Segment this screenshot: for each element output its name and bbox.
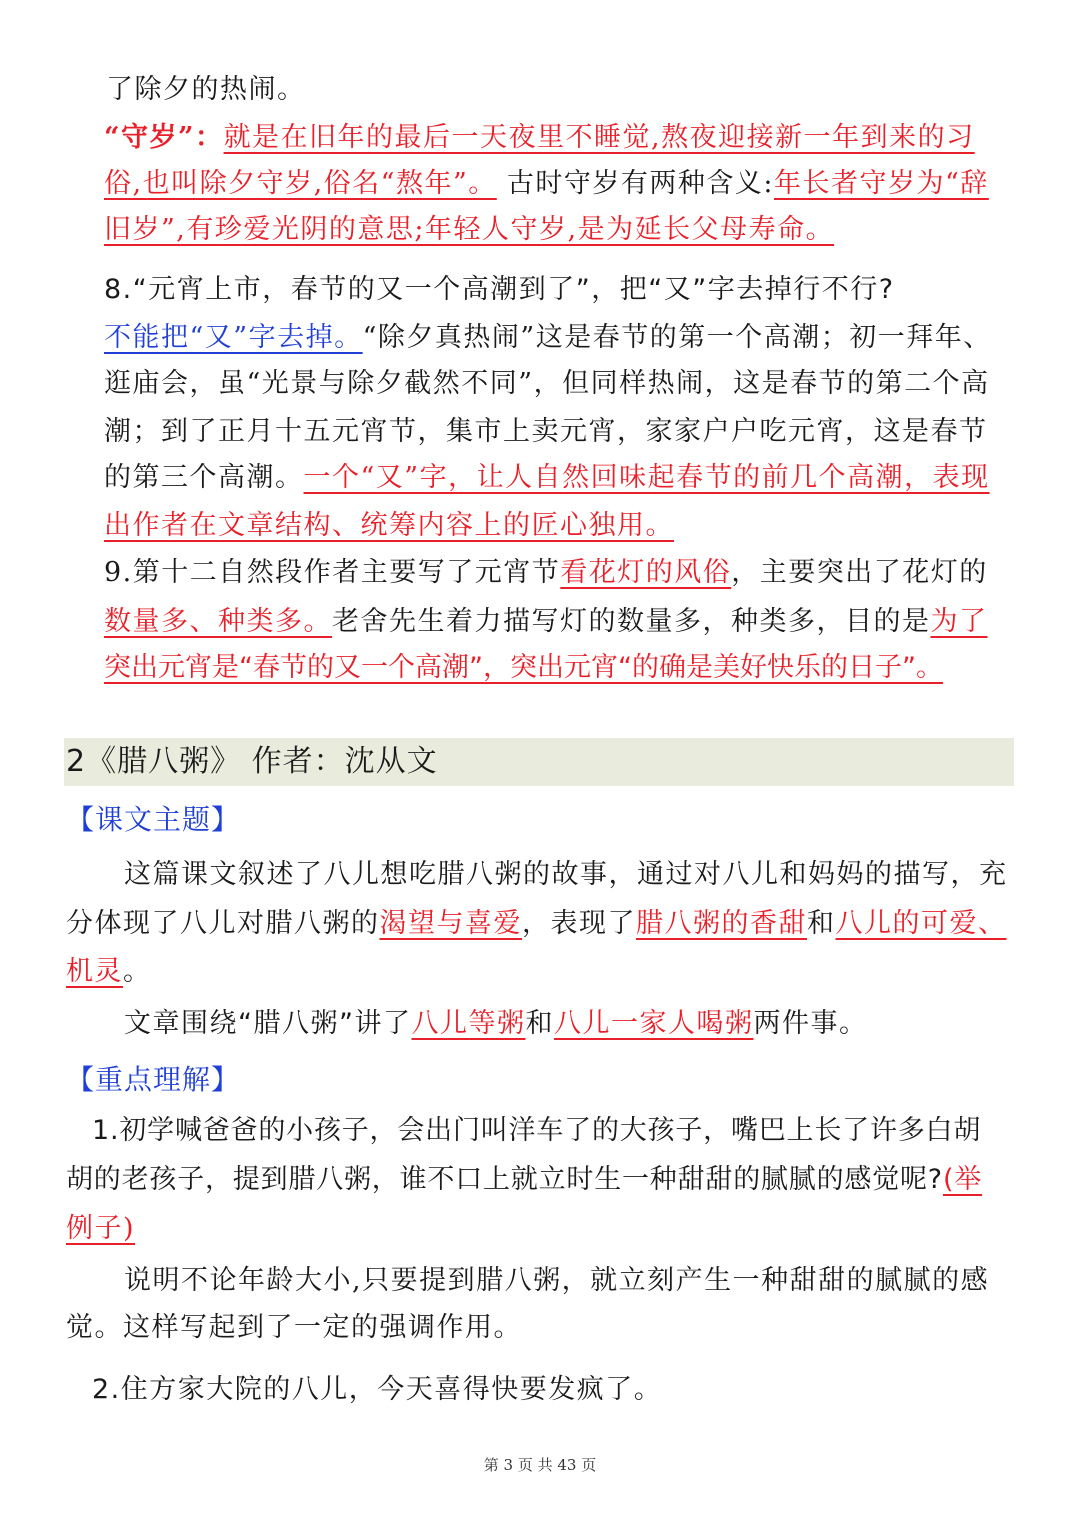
- key-point-2: [92, 1370, 662, 1410]
- red-underlined-text: 就是在旧年的最后一天夜里不睡觉,熬夜迎接新一年到来的习: [223, 122, 975, 153]
- term-label: “守岁”：: [104, 122, 224, 153]
- text: 1.初学喊爸爸的小孩子，会出门叫洋车了的大孩子，嘴巴上长了许多白胡: [92, 1115, 982, 1146]
- text: 分体现了八儿对腊八粥的: [66, 908, 380, 939]
- text: 胡的老孩子，提到腊八粥，谁不口上就立时生一种甜甜的腻腻的感觉呢?: [66, 1164, 943, 1195]
- text-line: [104, 210, 834, 250]
- red-underlined-text: (举: [942, 1164, 983, 1195]
- red-underlined-text: 俗,也叫除夕守岁,俗名“熬年”。: [104, 168, 497, 199]
- text: 古时守岁有两种含义:: [506, 168, 774, 199]
- text: 觉。这样写起到了一定的强调作用。: [66, 1312, 522, 1343]
- text-line: [106, 70, 306, 110]
- red-underlined-text: 一个“又”字，让人自然回味起春节的前几个高潮，表现: [303, 462, 990, 493]
- red-underlined-text: 八儿的可爱、: [835, 908, 1007, 939]
- text: 9.第十二自然段作者主要写了元宵节: [104, 557, 561, 588]
- text: 的第三个高潮。: [104, 462, 304, 493]
- text-line: [104, 648, 943, 688]
- red-underlined-text: 渴望与喜爱: [379, 908, 522, 939]
- text: 和: [525, 1008, 554, 1039]
- key-point-1: [92, 1111, 981, 1151]
- text: “除夕真热闹”这是春节的第一个高潮；初一拜年、: [362, 322, 992, 353]
- text-line: [124, 1261, 989, 1301]
- red-underlined-text: 机灵: [66, 956, 123, 987]
- red-underlined-text: 突出元宵是“春节的又一个高潮”，突出元宵“的确是美好快乐的日子”。: [104, 652, 943, 683]
- text-line: [104, 164, 989, 204]
- text-line: [66, 904, 1007, 944]
- text: 文章围绕“腊八粥”讲了: [124, 1008, 412, 1039]
- text: 8.“元宵上市，春节的又一个高潮到了”，把“又”字去掉行不行?: [104, 274, 895, 305]
- text-line: [66, 1160, 982, 1200]
- text: ，主要突出了花灯的: [731, 557, 988, 588]
- question-9: [104, 553, 988, 593]
- text-line: [124, 855, 1008, 895]
- red-underlined-text: 例子): [66, 1213, 136, 1244]
- text-line: [124, 1004, 867, 1044]
- text: 两件事。: [753, 1008, 868, 1039]
- text: 逛庙会，虽“光景与除夕截然不同”，但同样热闹，这是春节的第二个高: [104, 368, 990, 399]
- text: 说明不论年龄大小,只要提到腊八粥，就立刻产生一种甜甜的腻腻的感: [124, 1265, 990, 1296]
- text: 老舍先生着力描写灯的数量多，种类多，目的是: [332, 606, 931, 637]
- red-underlined-text: 年长者守岁为“辞: [773, 168, 989, 199]
- text-line: [66, 1308, 522, 1348]
- section-title: 2《腊八粥》 作者：沈从文: [66, 744, 438, 779]
- text-line: [104, 364, 990, 404]
- text-line: [104, 318, 992, 358]
- red-underlined-text: 八儿一家人喝粥: [553, 1008, 754, 1039]
- text: 2.住方家大院的八儿，今天喜得快要发疯了。: [92, 1374, 663, 1405]
- red-underlined-text: 看花灯的风俗: [560, 557, 732, 588]
- text: 和: [807, 908, 836, 939]
- text-line: [66, 952, 152, 992]
- red-underlined-text: 为了: [930, 606, 988, 637]
- text-line: [104, 118, 975, 158]
- question-8: [104, 270, 895, 310]
- blue-underlined-text: 不能把“又”字去掉。: [104, 322, 363, 353]
- text: 。: [123, 956, 152, 987]
- text: 了除夕的热闹。: [106, 74, 306, 105]
- text: 潮；到了正月十五元宵节，集市上卖元宵，家家户户吃元宵，这是春节: [104, 416, 988, 447]
- red-underlined-text: 旧岁”,有珍爱光阴的意思;年轻人守岁,是为延长父母寿命。: [104, 214, 835, 245]
- text-line: [104, 458, 990, 498]
- page-footer: 第 3 页 共 43 页: [483, 1456, 597, 1474]
- red-underlined-text: 腊八粥的香甜: [636, 908, 807, 939]
- text-line: [104, 602, 988, 642]
- red-underlined-text: 数量多、种类多。: [104, 606, 332, 637]
- red-underlined-text: 出作者在文章结构、统筹内容上的匠心独用。: [104, 510, 674, 541]
- key-points-label: 【重点理解】: [66, 1063, 241, 1096]
- text: ，表现了: [522, 908, 636, 939]
- text-line: [104, 412, 988, 452]
- text: 这篇课文叙述了八儿想吃腊八粥的故事，通过对八儿和妈妈的描写，充: [124, 859, 1008, 890]
- text-line: [104, 506, 674, 546]
- text-line: [66, 1209, 135, 1249]
- theme-label: 【课文主题】: [66, 803, 241, 836]
- red-underlined-text: 八儿等粥: [411, 1008, 526, 1039]
